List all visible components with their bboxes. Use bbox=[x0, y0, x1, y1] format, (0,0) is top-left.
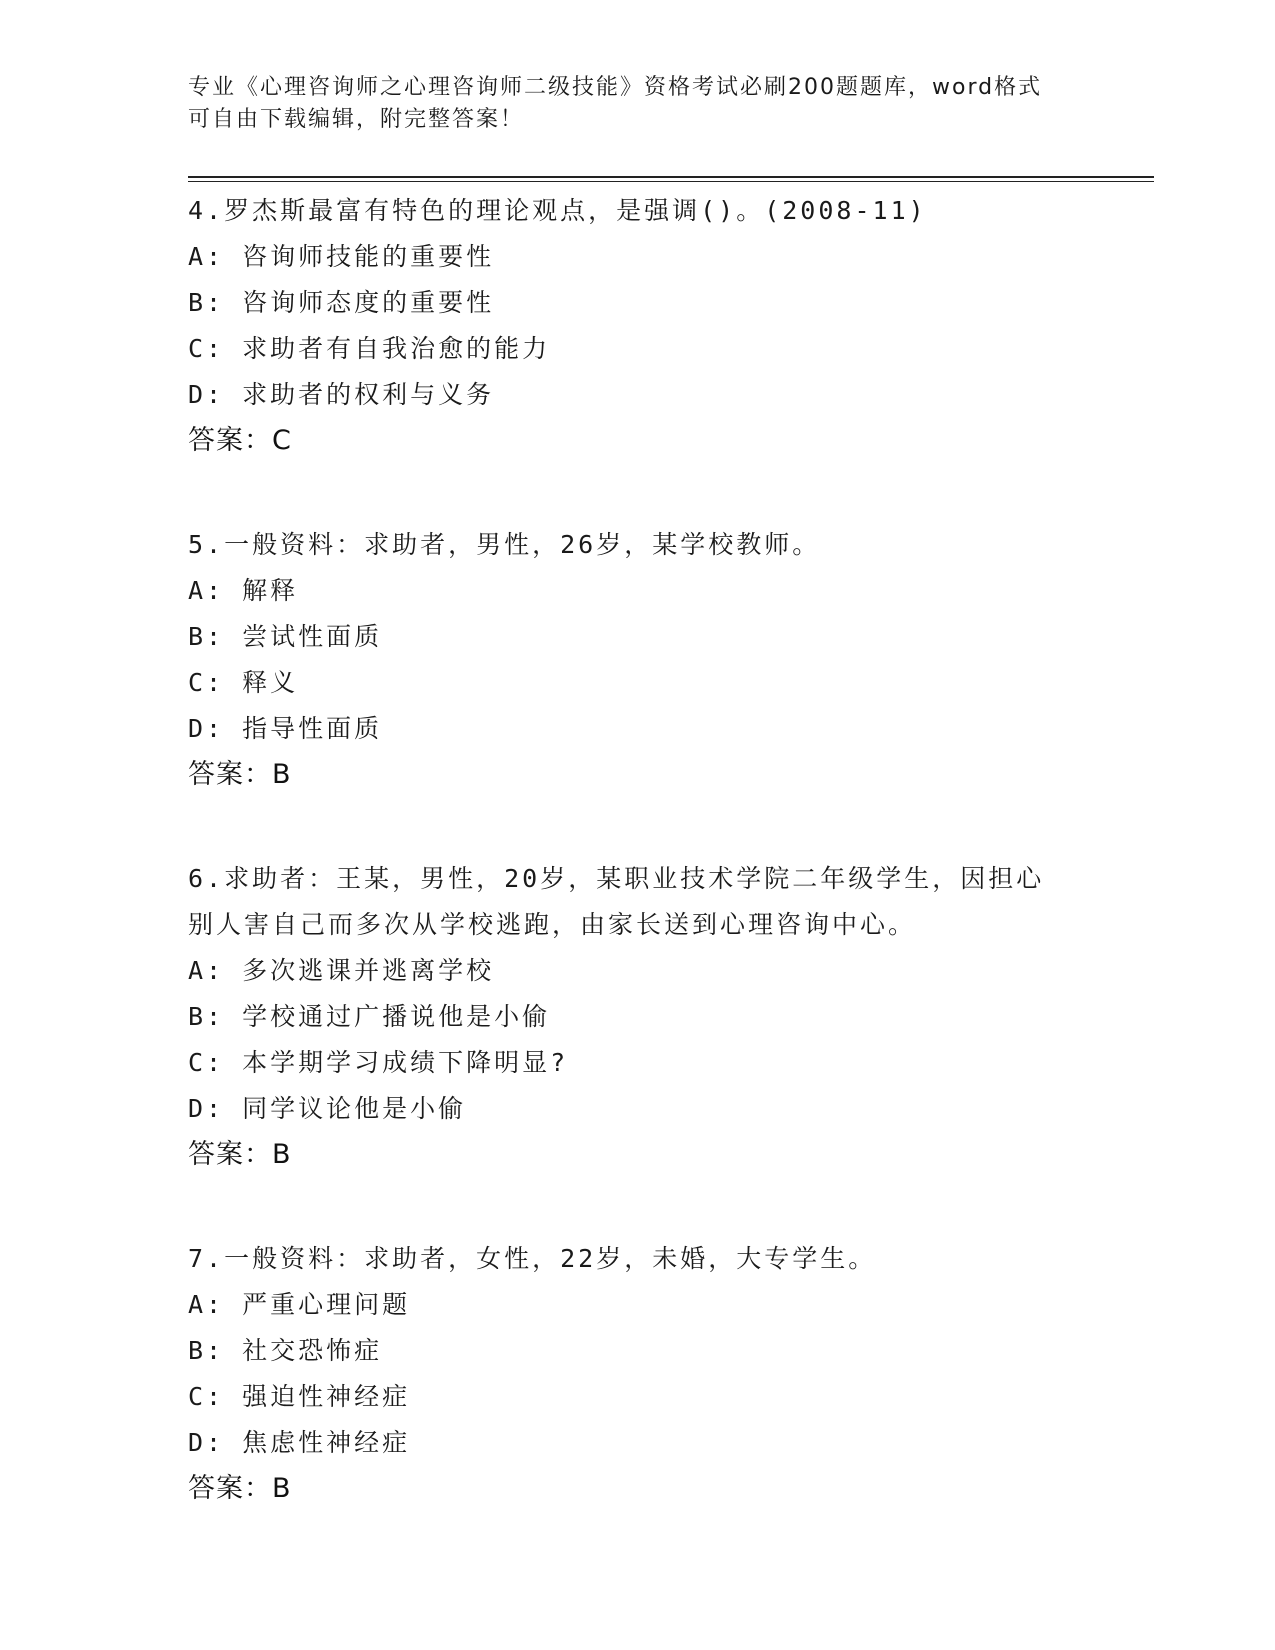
option-b: B: 尝试性面质 bbox=[188, 622, 383, 651]
question-stem: 5.一般资料：求助者，男性，26岁，某学校教师。 bbox=[188, 530, 821, 559]
question-list bbox=[188, 188, 1088, 1570]
option-b: B: 社交恐怖症 bbox=[188, 1336, 383, 1365]
option-d: D: 焦虑性神经症 bbox=[188, 1428, 411, 1457]
option-b: B: 咨询师态度的重要性 bbox=[188, 288, 495, 317]
option-c: C: 求助者有自我治愈的能力 bbox=[188, 334, 551, 363]
answer-line: 答案：C bbox=[188, 425, 292, 456]
option-d: D: 同学议论他是小偷 bbox=[188, 1094, 467, 1123]
option-a: A: 多次逃课并逃离学校 bbox=[188, 956, 495, 985]
option-d: D: 求助者的权利与义务 bbox=[188, 380, 495, 409]
question-item bbox=[188, 856, 1088, 1178]
header-divider-thick bbox=[188, 176, 1154, 178]
question-item bbox=[188, 522, 1088, 798]
question-item bbox=[188, 1236, 1088, 1512]
option-c: C: 本学期学习成绩下降明显? bbox=[188, 1048, 569, 1077]
question-stem-continued: 别人害自己而多次从学校逃跑，由家长送到心理咨询中心。 bbox=[188, 910, 917, 939]
option-c: C: 强迫性神经症 bbox=[188, 1382, 411, 1411]
answer-line: 答案：B bbox=[188, 759, 292, 790]
question-stem: 7.一般资料：求助者，女性，22岁，未婚，大专学生。 bbox=[188, 1244, 877, 1273]
question-item bbox=[188, 188, 1088, 464]
option-a: A: 解释 bbox=[188, 576, 299, 605]
option-b: B: 学校通过广播说他是小偷 bbox=[188, 1002, 551, 1031]
header-line-1: 专业《心理咨询师之心理咨询师二级技能》资格考试必刷200题题库，word格式 bbox=[188, 75, 1043, 100]
answer-line: 答案：B bbox=[188, 1473, 292, 1504]
option-c: C: 释义 bbox=[188, 668, 299, 697]
option-d: D: 指导性面质 bbox=[188, 714, 383, 743]
header-divider-thin bbox=[188, 181, 1154, 182]
question-stem: 6.求助者：王某，男性，20岁，某职业技术学院二年级学生，因担心 bbox=[188, 864, 1045, 893]
option-a: A: 严重心理问题 bbox=[188, 1290, 411, 1319]
document-header bbox=[188, 72, 1068, 136]
option-a: A: 咨询师技能的重要性 bbox=[188, 242, 495, 271]
question-stem: 4.罗杰斯最富有特色的理论观点，是强调()。(2008-11) bbox=[188, 196, 927, 225]
header-line-2: 可自由下载编辑，附完整答案！ bbox=[188, 107, 525, 132]
answer-line: 答案：B bbox=[188, 1139, 292, 1170]
